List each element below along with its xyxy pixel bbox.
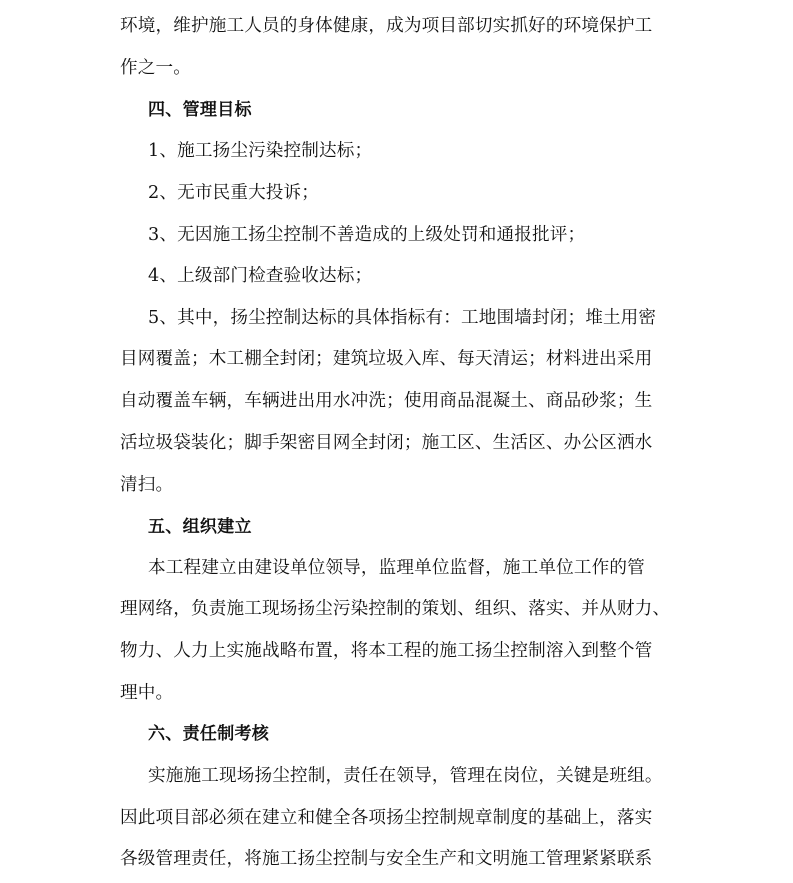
intro-line-2: 作之一。 xyxy=(120,58,191,78)
section-4-item-5-line-5: 清扫。 xyxy=(120,475,174,495)
section-6-line-2: 因此项目部必须在建立和健全各项扬尘控制规章制度的基础上，落实 xyxy=(120,808,653,828)
section-4-item-5-line-1: 5、其中，扬尘控制达标的具体指标有：工地围墙封闭；堆土用密 xyxy=(148,308,657,328)
section-4-item-2: 2、无市民重大投诉； xyxy=(148,183,320,203)
section-4-item-5-line-4: 活垃圾袋装化；脚手架密目网全封闭；施工区、生活区、办公区洒水 xyxy=(120,433,653,453)
intro-line-1: 环境，维护施工人员的身体健康，成为项目部切实抓好的环境保护工 xyxy=(120,16,653,36)
section-5-line-1: 本工程建立由建设单位领导，监理单位监督，施工单位工作的管 xyxy=(148,558,645,578)
section-4-heading: 四、管理目标 xyxy=(148,100,252,120)
section-5-line-3: 物力、人力上实施战略布置，将本工程的施工扬尘控制溶入到整个管 xyxy=(120,641,653,661)
section-6-line-3: 各级管理责任，将施工扬尘控制与安全生产和文明施工管理紧紧联系 xyxy=(120,849,653,869)
section-4-item-1: 1、施工扬尘污染控制达标； xyxy=(148,141,373,161)
section-5-line-4: 理中。 xyxy=(120,683,174,703)
section-4-item-5-line-3: 自动覆盖车辆，车辆进出用水冲洗；使用商品混凝土、商品砂浆；生 xyxy=(120,391,653,411)
section-4-item-3: 3、无因施工扬尘控制不善造成的上级处罚和通报批评； xyxy=(148,225,586,245)
section-4-item-4: 4、上级部门检查验收达标； xyxy=(148,266,373,286)
section-5-line-2: 理网络，负责施工现场扬尘污染控制的策划、组织、落实、并从财力、 xyxy=(120,599,671,619)
section-6-heading: 六、责任制考核 xyxy=(148,724,270,744)
section-4-item-5-line-2: 目网覆盖；木工棚全封闭；建筑垃圾入库、每天清运；材料进出采用 xyxy=(120,349,653,369)
section-5-heading: 五、组织建立 xyxy=(148,517,252,537)
section-6-line-1: 实施施工现场扬尘控制，责任在领导，管理在岗位，关键是班组。 xyxy=(148,766,663,786)
